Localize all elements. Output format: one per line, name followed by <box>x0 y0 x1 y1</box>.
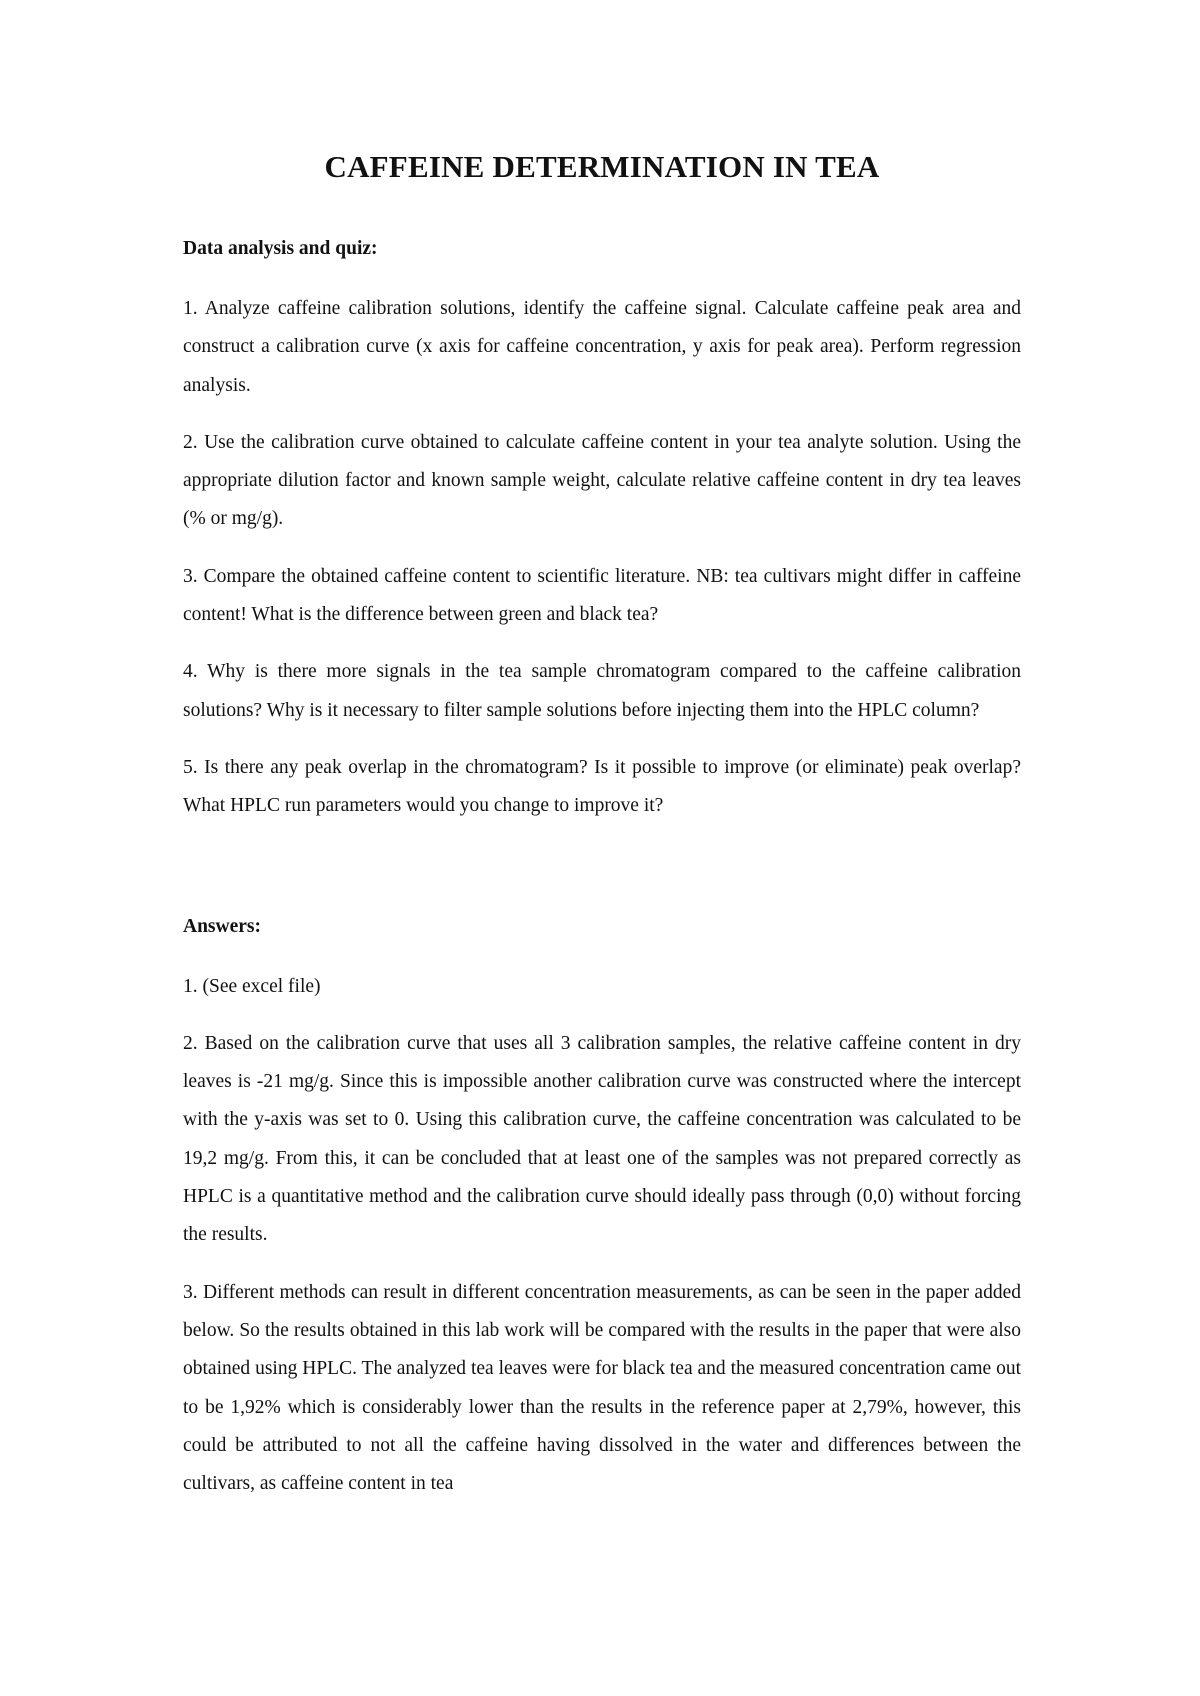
answers-heading: Answers: <box>183 915 261 937</box>
document-content <box>183 148 1021 1522</box>
quiz-question-2: 2. Use the calibration curve obtained to calculate caffeine content in your tea analyte solution. Using the appropriate dilution factor and known sample weight, calculate relative caffeine content in dry tea leaves (% or mg/g). <box>183 431 1021 530</box>
answer-1: 1. (See excel file) <box>183 975 321 997</box>
quiz-section <box>183 230 1021 826</box>
answer-3: 3. Different methods can result in different concentration measurements, as can be seen in the paper added below. So the results obtained in this lab work will be compared with the results in the paper that were also obtained using HPLC. The analyzed tea leaves were for black tea and the measured concentration came out to be 1,92% which is considerably lower than the results in the reference paper at 2,79%, however, this could be attributed to not all the caffeine having dissolved in the water and differences between the cultivars, as caffeine content in tea <box>183 1281 1021 1495</box>
quiz-heading: Data analysis and quiz: <box>183 238 378 259</box>
document-title: CAFFEINE DETERMINATION IN TEA <box>324 149 880 184</box>
quiz-question-3: 3. Compare the obtained caffeine content to scientific literature. NB: tea cultivars might differ in caffeine content! What is the difference between green and black tea? <box>183 565 1021 626</box>
quiz-question-4: 4. Why is there more signals in the tea sample chromatogram compared to the caffeine calibration solutions? Why is it necessary to filter sample solutions before injecting them into the HPLC column? <box>183 661 1021 721</box>
answers-section <box>183 908 1021 1504</box>
quiz-question-1: 1. Analyze caffeine calibration solutions, identify the caffeine signal. Calculate caffeine peak area and construct a calibration curve (x axis for caffeine concentration, y axis for peak area). Perform regression analysis. <box>183 298 1021 396</box>
quiz-question-5: 5. Is there any peak overlap in the chromatogram? Is it possible to improve (or eliminate) peak overlap? What HPLC run parameters would you change to improve it? <box>183 756 1021 817</box>
answer-2: 2. Based on the calibration curve that uses all 3 calibration samples, the relative caffeine content in dry leaves is -21 mg/g. Since this is impossible another calibration curve was constructed where the intercept with the y-axis was set to 0. Using this calibration curve, the caffeine concentration was calculated to be 19,2 mg/g. From this, it can be concluded that at least one of the samples was not prepared correctly as HPLC is a quantitative method and the calibration curve should ideally pass through (0,0) without forcing the results. <box>183 1032 1021 1246</box>
